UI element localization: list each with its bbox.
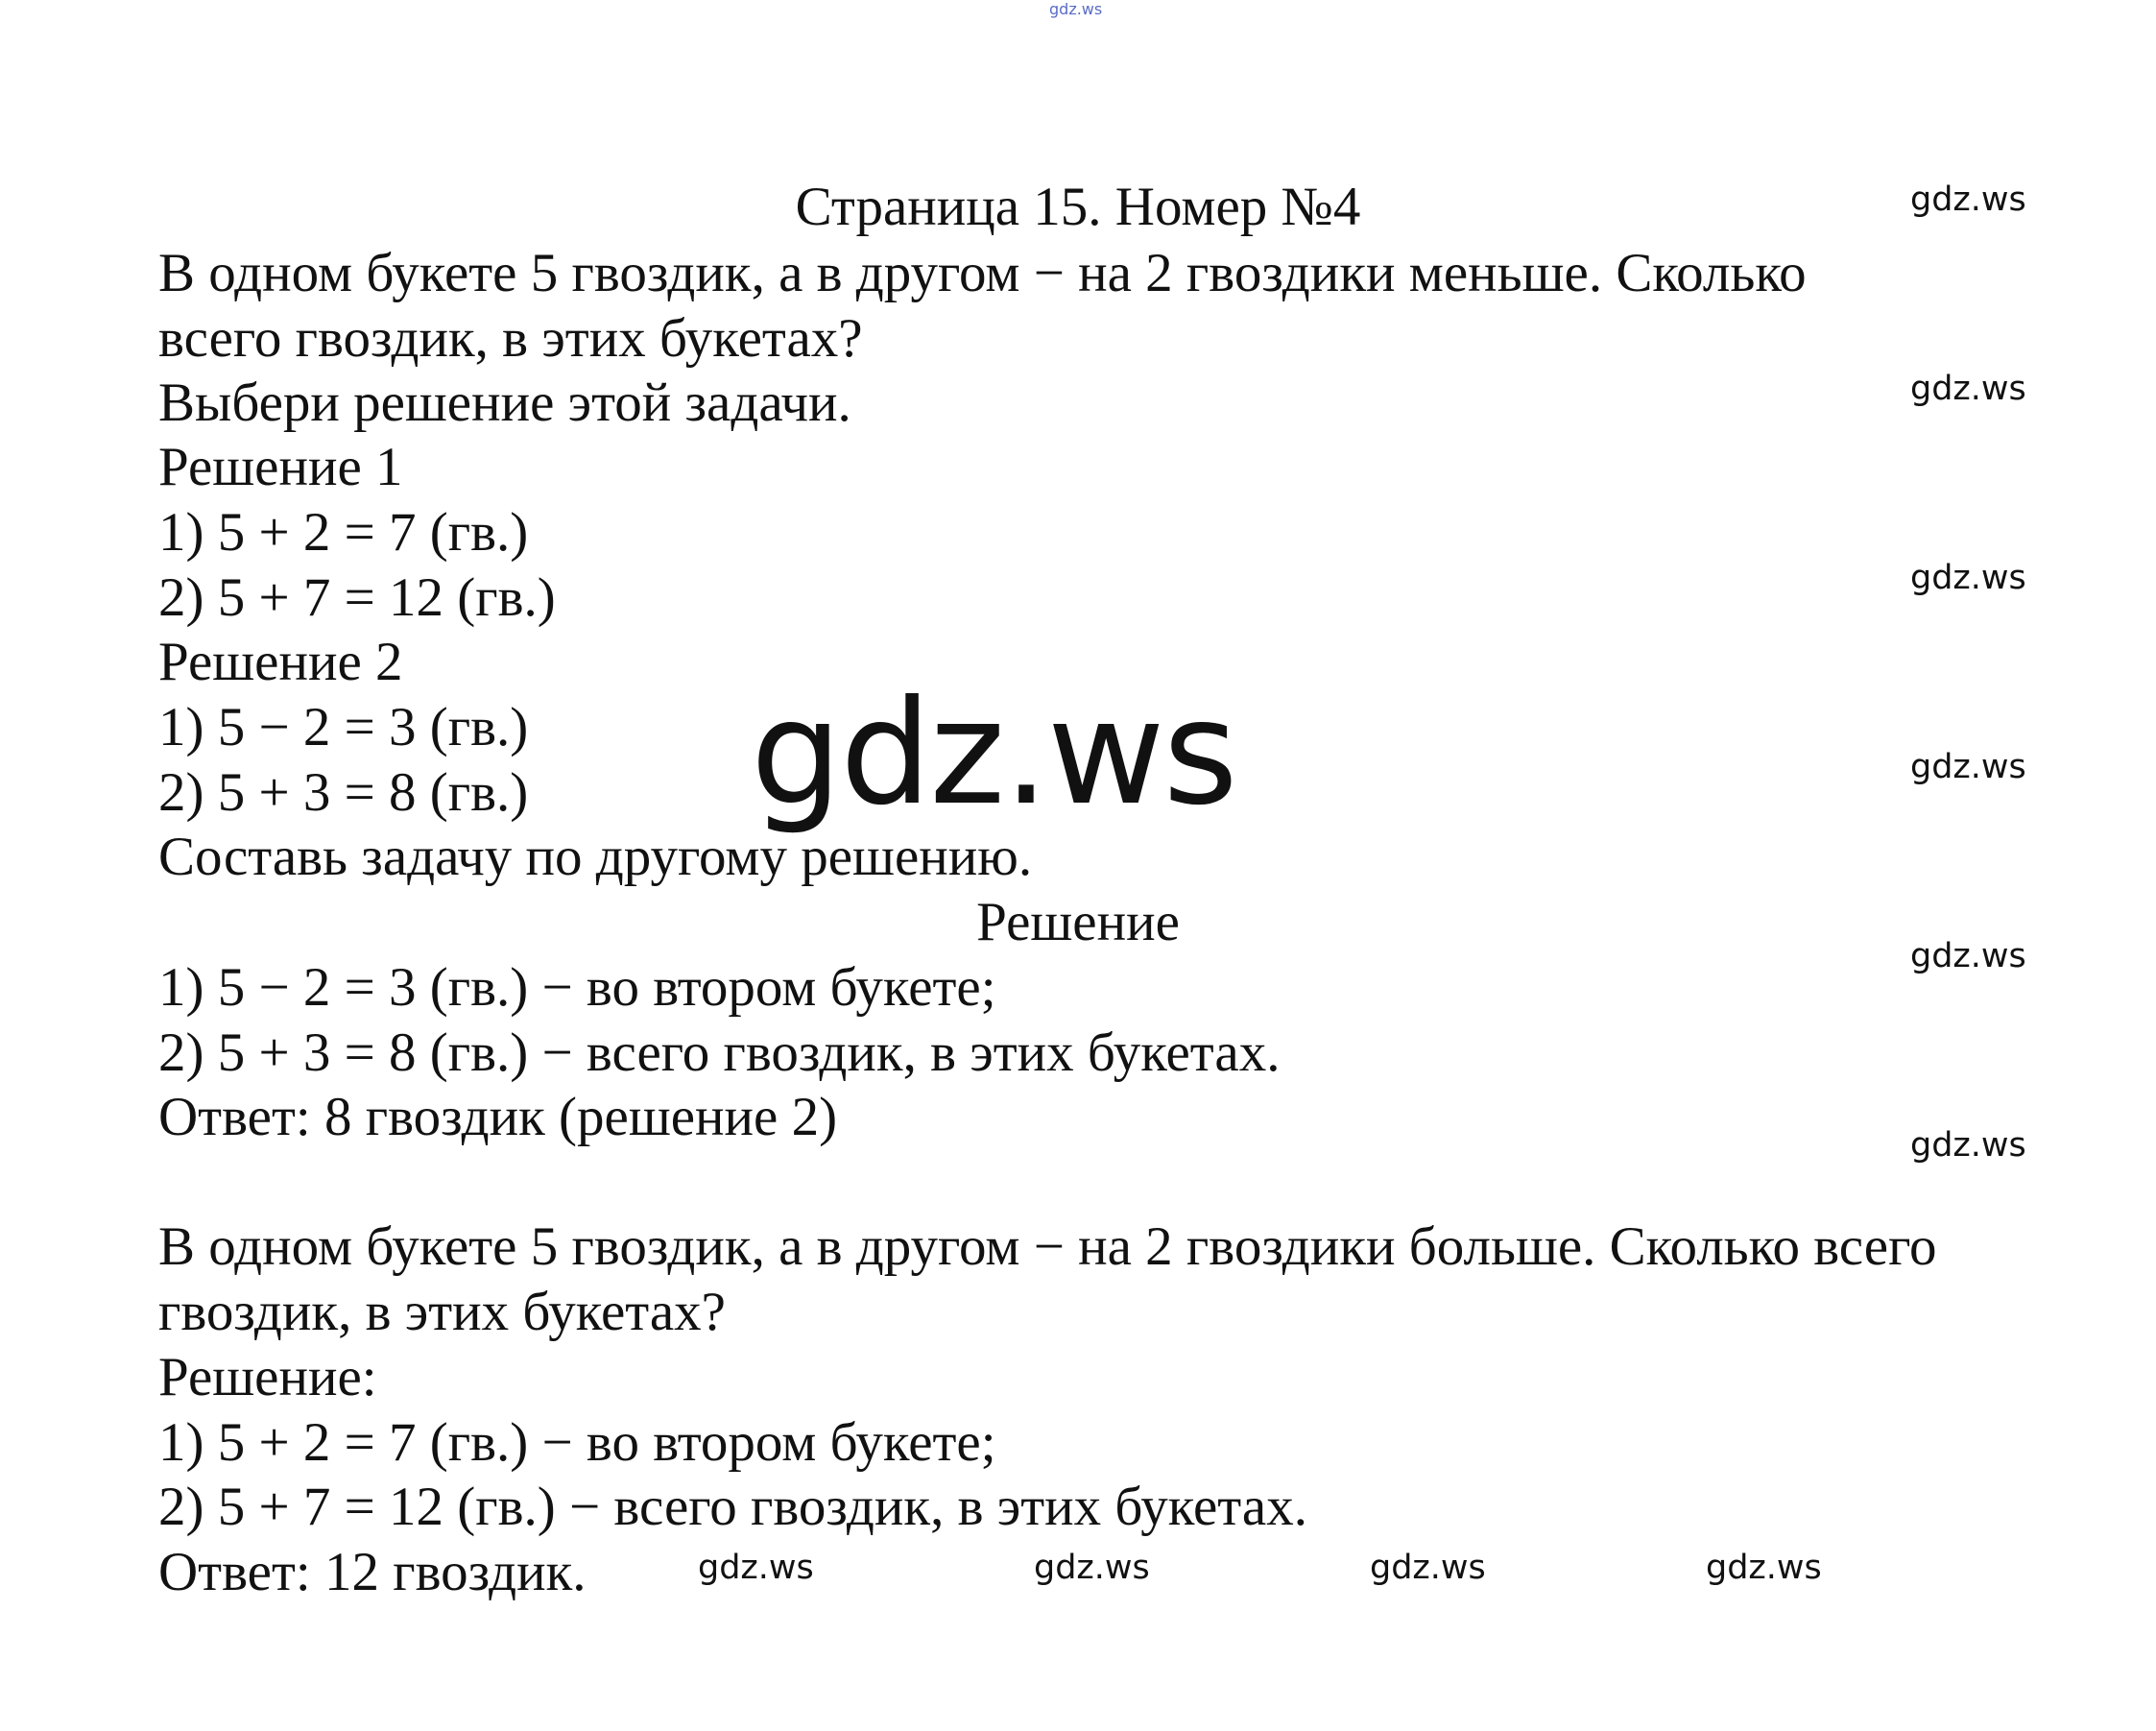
page-title: Страница 15. Номер №4 <box>795 177 1361 237</box>
bottom-watermark: gdz.ws <box>1706 1549 1822 1587</box>
task1-answer: Ответ: 8 гвоздик (решение 2) <box>158 1087 838 1147</box>
solution1-step1: 1) 5 + 2 = 7 (гв.) <box>158 502 529 563</box>
compose-instruction: Составь задачу по другому решению. <box>158 827 1033 887</box>
solution1-heading: Решение 1 <box>158 437 403 497</box>
bottom-watermark: gdz.ws <box>1370 1549 1486 1587</box>
top-watermark: gdz.ws <box>1049 0 1103 18</box>
side-watermark: gdz.ws <box>1910 1126 2026 1165</box>
side-watermark: gdz.ws <box>1910 748 2026 786</box>
task2-text-line2: гвоздик, в этих букетах? <box>158 1282 726 1342</box>
task1-text-line2: всего гвоздик, в этих букетах? <box>158 308 863 369</box>
side-watermark: gdz.ws <box>1910 559 2026 597</box>
task2-step2: 2) 5 + 7 = 12 (гв.) − всего гвоздик, в этих букетах. <box>158 1477 1307 1537</box>
solution2-step1: 1) 5 − 2 = 3 (гв.) <box>158 697 529 757</box>
task2-text-line1: В одном букете 5 гвоздик, а в другом − на 2 гвоздики больше. Сколько всего <box>158 1216 1937 1277</box>
solution2-heading: Решение 2 <box>158 632 403 692</box>
answer-heading: Решение <box>976 892 1180 952</box>
center-watermark: gdz.ws <box>751 670 1236 837</box>
task2-solution-heading: Решение: <box>158 1347 377 1407</box>
task1-text-line1: В одном букете 5 гвоздик, а в другом − на 2 гвоздики меньше. Сколько <box>158 243 1807 303</box>
side-watermark: gdz.ws <box>1910 180 2026 219</box>
side-watermark: gdz.ws <box>1910 937 2026 975</box>
side-watermark: gdz.ws <box>1910 370 2026 408</box>
bottom-watermark: gdz.ws <box>698 1549 814 1587</box>
task1-instruction: Выбери решение этой задачи. <box>158 373 851 433</box>
answer-step2: 2) 5 + 3 = 8 (гв.) − всего гвоздик, в этих букетах. <box>158 1022 1281 1083</box>
task2-step1: 1) 5 + 2 = 7 (гв.) − во втором букете; <box>158 1412 996 1473</box>
solution1-step2: 2) 5 + 7 = 12 (гв.) <box>158 567 556 628</box>
task2-answer: Ответ: 12 гвоздик. <box>158 1542 587 1602</box>
answer-step1: 1) 5 − 2 = 3 (гв.) − во втором букете; <box>158 957 996 1018</box>
solution2-step2: 2) 5 + 3 = 8 (гв.) <box>158 762 529 823</box>
bottom-watermark: gdz.ws <box>1034 1549 1150 1587</box>
